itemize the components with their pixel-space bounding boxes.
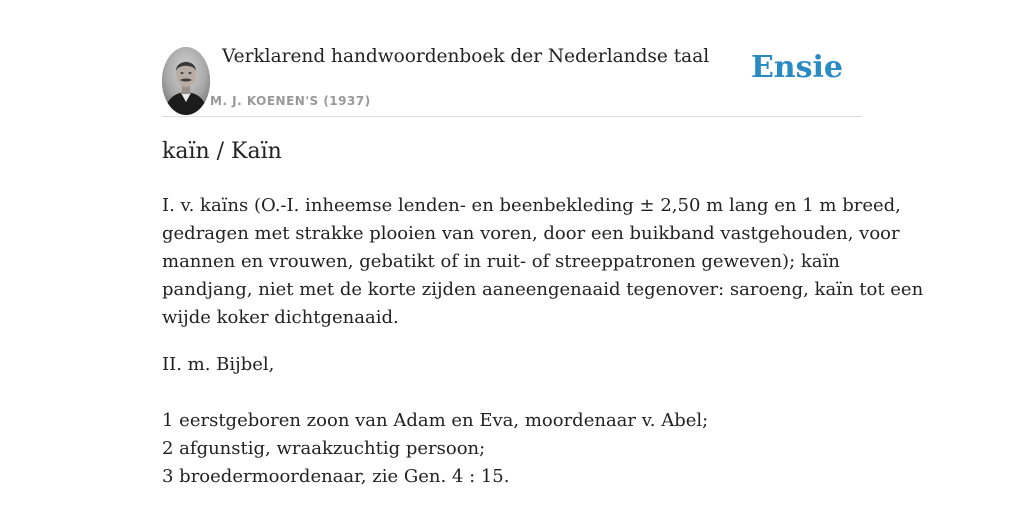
definition-item: 3 broedermoordenaar, zie Gen. 4 : 15. — [162, 466, 510, 487]
site-header — [162, 0, 862, 117]
brand-logo-link[interactable]: Ensie — [750, 50, 843, 85]
definition-heading: II. m. Bijbel, — [162, 354, 275, 375]
definition-line: gedragen met strakke plooien van voren, door een buikband vastgehouden, voor — [162, 223, 900, 244]
definition-item: 2 afgunstig, wraakzuchtig persoon; — [162, 438, 486, 459]
definition-line: wijde koker dichtgenaaid. — [162, 307, 399, 328]
definition-line: I. v. kaïns (O.-I. inheemse lenden- en beenbekleding ± 2,50 m lang en 1 m breed, — [162, 195, 901, 216]
definition-line: mannen en vrouwen, gebatikt of in ruit- of streeppatronen geweven); kaïn — [162, 251, 840, 272]
definition-item: 1 eerstgeboren zoon van Adam en Eva, moordenaar v. Abel; — [162, 410, 709, 431]
page — [162, 0, 924, 487]
entry-definition — [162, 192, 924, 510]
definition-part-2 — [162, 351, 862, 491]
spacer — [162, 379, 862, 407]
entry-title: kaïn / Kaïn — [162, 139, 282, 164]
definition-part-1 — [162, 192, 924, 332]
definition-line: pandjang, niet met de korte zijden aaneengenaaid tegenover: saroeng, kaïn tot een — [162, 279, 924, 300]
author-portrait-icon — [162, 47, 210, 115]
book-subtitle: M. J. KOENEN'S (1937) — [210, 94, 371, 108]
book-title: Verklarend handwoordenboek der Nederlandse taal — [222, 46, 710, 67]
